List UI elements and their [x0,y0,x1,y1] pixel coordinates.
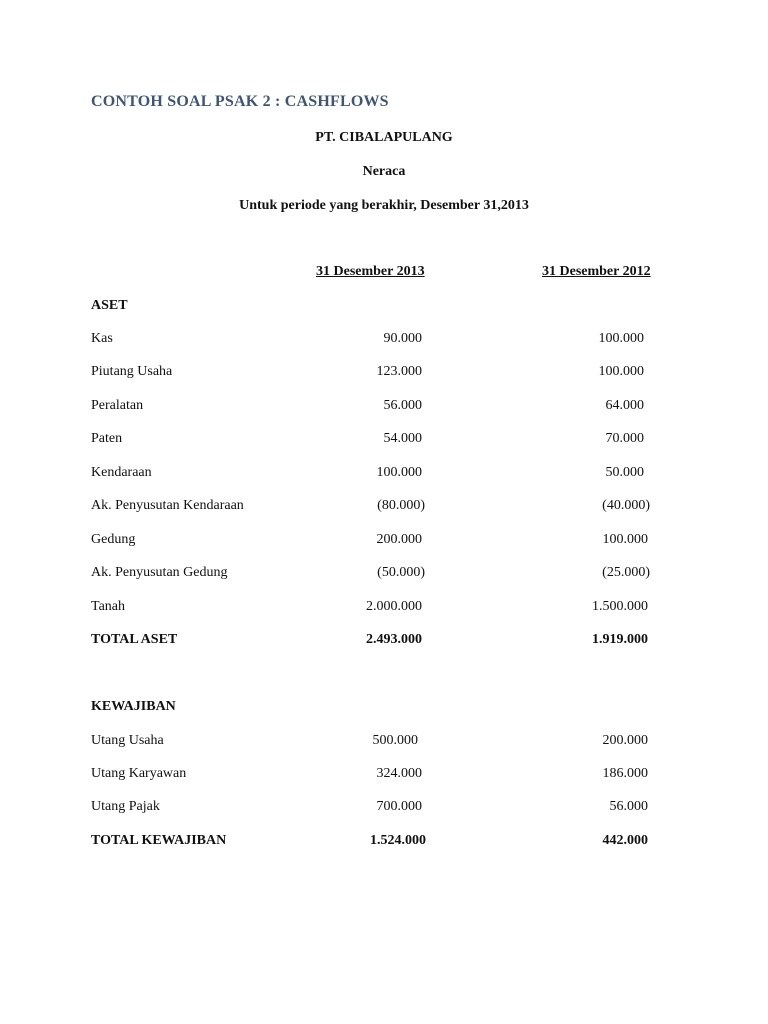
value-2012: 100.000 [598,364,644,379]
table-row [0,331,768,353]
row-label: TOTAL KEWAJIBAN [91,833,227,848]
value-2013: (80.000) [377,498,425,513]
row-label: Utang Karyawan [91,766,187,781]
statement-name: Neraca [362,164,406,179]
value-2012: (40.000) [602,498,650,513]
company-name: PT. CIBALAPULANG [315,130,453,145]
value-2013: 100.000 [376,465,422,480]
table-row [0,532,768,554]
value-2013: 90.000 [383,331,422,346]
row-label: Ak. Penyusutan Kendaraan [91,498,244,513]
total-row-aset [0,632,768,654]
row-label: Kendaraan [91,465,152,480]
section-heading-aset: ASET [91,298,128,313]
value-2013: 56.000 [383,398,422,413]
table-row [0,565,768,587]
table-row [0,431,768,453]
value-2013: 2.000.000 [366,599,422,614]
value-2013: 123.000 [376,364,422,379]
table-row [0,364,768,386]
value-2012: 50.000 [605,465,644,480]
value-2012: 70.000 [605,431,644,446]
row-label: Tanah [91,599,126,614]
value-2012: 442.000 [602,833,648,848]
value-2013: 54.000 [383,431,422,446]
row-label: Utang Usaha [91,733,164,748]
value-2012: 56.000 [609,799,648,814]
table-row [0,599,768,621]
table-row [0,498,768,520]
column-header-2012: 31 Desember 2012 [542,264,651,279]
period-line: Untuk periode yang berakhir, Desember 31,2013 [239,198,529,213]
table-row [0,766,768,788]
row-label: Ak. Penyusutan Gedung [91,565,228,580]
value-2013: 700.000 [376,799,422,814]
row-label: Utang Pajak [91,799,160,814]
value-2012: 100.000 [602,532,648,547]
row-label: Paten [91,431,123,446]
table-row [0,465,768,487]
value-2013: 324.000 [376,766,422,781]
section-heading-kewajiban: KEWAJIBAN [91,699,176,714]
value-2013: (50.000) [377,565,425,580]
value-2013: 200.000 [376,532,422,547]
value-2012: 1.919.000 [592,632,648,647]
table-row [0,398,768,420]
value-2012: 200.000 [602,733,648,748]
value-2013: 2.493.000 [366,632,422,647]
value-2012: 1.500.000 [592,599,648,614]
document-title: CONTOH SOAL PSAK 2 : CASHFLOWS [91,93,389,110]
column-header-2013: 31 Desember 2013 [316,264,425,279]
row-label: Kas [91,331,113,346]
value-2012: 186.000 [602,766,648,781]
total-row-kewajiban [0,833,768,855]
row-label: TOTAL ASET [91,632,178,647]
row-label: Peralatan [91,398,144,413]
row-label: Piutang Usaha [91,364,173,379]
value-2013: 1.524.000 [370,833,426,848]
table-row [0,733,768,755]
value-2012: (25.000) [602,565,650,580]
row-label: Gedung [91,532,136,547]
value-2012: 100.000 [598,331,644,346]
table-row [0,799,768,821]
value-2012: 64.000 [605,398,644,413]
value-2013: 500.000 [372,733,418,748]
